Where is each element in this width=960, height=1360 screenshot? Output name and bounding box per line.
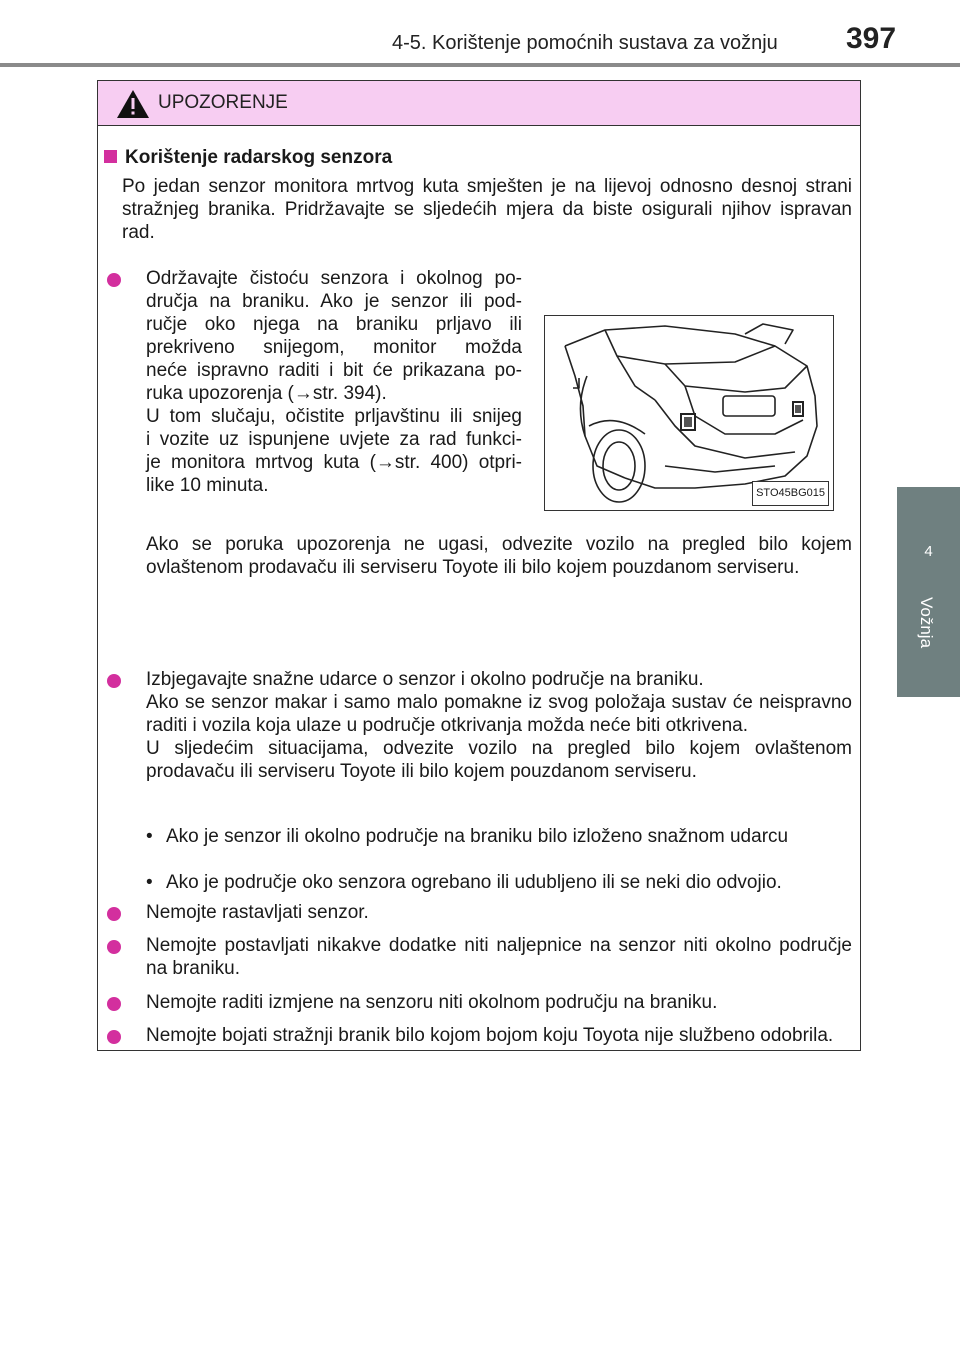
sub-bullet-marker-icon: • [146, 872, 153, 893]
warning-header [98, 81, 860, 126]
sub-bullet-1-text: Ako je senzor ili okolno područje na braniku bilo izloženo snažnom udarcu [166, 826, 789, 847]
sub-bullet-1 [146, 825, 852, 848]
bullet-1-line: i vozite uz ispunjene uvjete za rad funkci- [146, 429, 522, 450]
bullet-2 [146, 668, 852, 783]
section-heading [104, 146, 392, 169]
bullet-1-line: je monitora mrtvog kuta (→str. 400) otpri- [146, 452, 522, 473]
bullet-1-continued: Ako se poruka upozorenja ne ugasi, odvezite vozilo na pregled bilo kojem ovlaštenom prodavaču ili serviseru Toyote ili bilo kojem pouzdanom serviseru. [146, 534, 852, 578]
header-rule [0, 63, 960, 67]
bullet-6: Nemojte bojati stražnji branik bilo kojom bojom koju Toyota nije službeno odobrila. [146, 1025, 834, 1046]
bullet-2-detail: Ako se senzor makar i samo malo pomakne iz svog položaja sustav će neispravno raditi i vozila koja ulaze u područje otkrivanja možda neće biti otkrivena. [146, 692, 852, 736]
bullet-1-line: dručja na braniku. Ako je senzor ili pod- [146, 291, 522, 312]
bullet-5: Nemojte raditi izmjene na senzoru niti okolnom području na braniku. [146, 992, 718, 1013]
intro-paragraph: Po jedan senzor monitora mrtvog kuta smješten je na lijevoj odnosno desnoj strani stražnjeg branika. Pridržavajte se sljedećih mjera da biste osigurali njihov ispravan rad. [122, 176, 852, 243]
bullet-1-line: neće ispravno raditi i bit će prikazana po- [146, 360, 522, 381]
bullet-dot-icon [107, 273, 121, 287]
bullet-dot-icon [107, 674, 121, 688]
sub-bullet-2-text: Ako je područje oko senzora ogrebano ili udubljeno ili se neki dio odvojio. [166, 872, 782, 893]
bullet-3: Nemojte rastavljati senzor. [146, 902, 369, 923]
bullet-1 [122, 267, 522, 497]
bullet-1-line: ručje oko njega na braniku prljavo ili [146, 314, 522, 335]
bullet-1-line: U tom slučaju, očistite prljavštinu ili snijeg [146, 406, 522, 427]
warning-box [97, 80, 861, 1051]
bullet-dot-icon [107, 1030, 121, 1044]
chapter-label: Vožnja [917, 597, 936, 649]
bullet-dot-icon [107, 997, 121, 1011]
warning-triangle-icon [116, 89, 150, 119]
chapter-tab [897, 487, 960, 697]
bullet-1-line: prekriveno snijegom, monitor možda [146, 337, 522, 358]
page-number: 397 [846, 22, 897, 55]
running-header: 4-5. Korištenje pomoćnih sustava za vožnju [392, 32, 778, 54]
sub-bullet-marker-icon: • [146, 826, 153, 847]
figure-caption: STO45BG015 [752, 481, 829, 506]
bullet-4: Nemojte postavljati nikakve dodatke niti naljepnice na senzor niti okolno područje na braniku. [146, 935, 852, 979]
bullet-2-text: Izbjegavajte snažne udarce o senzor i okolno područje na braniku. [146, 669, 704, 690]
car-rear-illustration [544, 315, 834, 511]
bullet-1-line: Održavajte čistoću senzora i okolnog po- [146, 268, 522, 289]
warning-title: UPOZORENJE [158, 92, 288, 113]
bullet-dot-icon [107, 940, 121, 954]
square-bullet-icon [104, 150, 117, 163]
bullet-1-line: like 10 minuta. [146, 475, 269, 496]
bullet-dot-icon [107, 907, 121, 921]
bullet-1-line: ruka upozorenja (→str. 394). [146, 383, 387, 404]
section-heading-text: Korištenje radarskog senzora [125, 147, 393, 168]
sub-bullet-2 [146, 871, 866, 894]
chapter-number: 4 [924, 543, 933, 560]
bullet-2-detail-2: U sljedećim situacijama, odvezite vozilo na pregled bilo kojem ovlaštenom prodavaču ili serviseru Toyote ili bilo kojem pouzdanom serviseru. [146, 738, 852, 782]
